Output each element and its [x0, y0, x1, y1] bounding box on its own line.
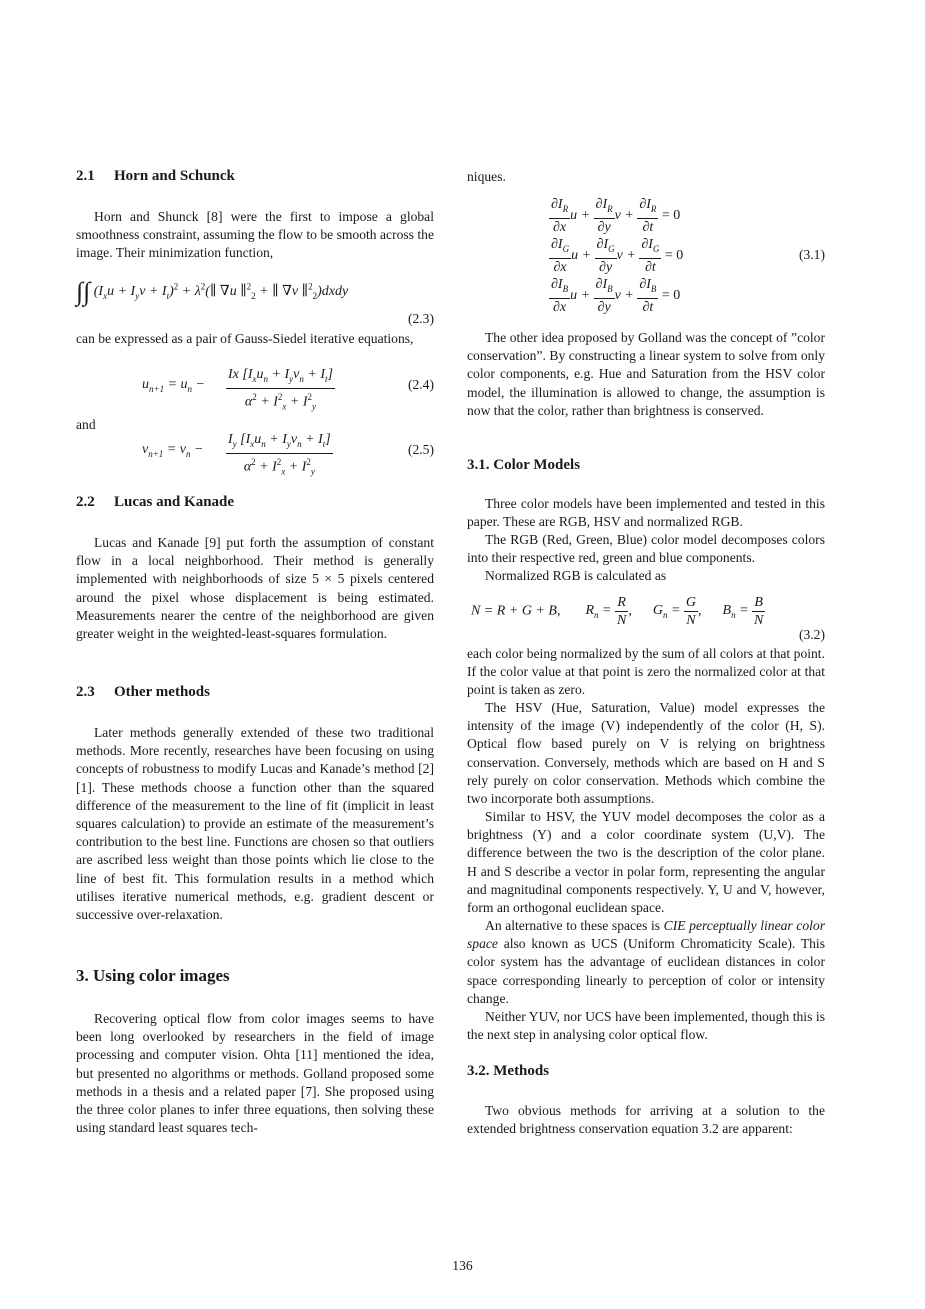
paragraph-color-conservation: The other idea proposed by Golland was the concept of ”color conservation”. By constructing a linear system to solve from only color components, e.g. Hue and Saturation from the HSV color model, the illumination is allowed to change, the assumption is now that the color, rather than brightness is conserved.: [467, 330, 825, 418]
paragraph-lucas-kanade: Lucas and Kanade [9] put forth the assumption of constant flow in a local neighborhood. Their method is generally implemented with neighborhoods of size 5 × 5 pixels centered around the pixel whose displacement is being estimated. Measurements nearer the centre of the neighborhood are given greater weight in the weighted-least-squares formulation.: [76, 535, 434, 642]
text-niques: niques.: [467, 169, 506, 184]
equation-3-2: N = R + G + B, $R_n$ = $\frac{R}{N}$ , $G_n$ = $\frac{G}{N}$ , $B_n$ = $\frac{B}{N}$: [471, 595, 764, 628]
paragraph-two-methods: Two obvious methods for arriving at a solution to the extended brightness conservation equation 3.2 are apparent:: [467, 1103, 825, 1137]
equation-number-3-1: (3.1): [798, 247, 825, 262]
paragraph-normalized-intro: Normalized RGB is calculated as: [485, 568, 667, 583]
paragraph-using-color: Recovering optical flow from color images seems to have been long overlooked by researchers in the field of image processing and computer vision. Ohta [11] mentioned the idea, but presented no algorithms or methods. Golland proposed some methods in a thesis and a related paper [7]. She proposed using the three color planes to infer three equations, then solving these using standard least squares tech-: [76, 1011, 434, 1136]
paragraph-yuv: Similar to HSV, the YUV model decomposes the color as a brightness (Y) and a color coordinate system (U,V). The difference between the two is the description of the color plane. H and S describe a vector in polar form, representing the angular and magnitudinal components respectively. Y, U and V, however, form an orthogonal euclidean space.: [467, 809, 825, 916]
section-heading-2-3: 2.3 Other methods: [76, 684, 210, 700]
section-heading-2-1: 2.1 Horn and Schunck: [76, 168, 235, 184]
equation-number-2-4: (2.4): [407, 377, 434, 392]
paragraph-gauss-siedel: can be expressed as a pair of Gauss-Siedel iterative equations,: [76, 331, 414, 346]
equation-number-2-5: (2.5): [407, 442, 434, 457]
paragraph-each-color: each color being normalized by the sum of all colors at that point. If the color value at that point is zero the normalized color at that point is taken as zero.: [467, 646, 825, 698]
equation-number-2-3: (2.3): [407, 311, 434, 326]
text-and: and: [76, 417, 96, 432]
paragraph-three-models: Three color models have been implemented and tested in this paper. These are RGB, HSV and normalized RGB.: [467, 496, 825, 530]
section-heading-3-2: 3.2. Methods: [467, 1063, 550, 1079]
section-heading-2-2: 2.2 Lucas and Kanade: [76, 494, 235, 510]
equation-number-3-2: (3.2): [798, 627, 825, 642]
paragraph-rgb: The RGB (Red, Green, Blue) color model decomposes colors into their respective red, green and blue components.: [467, 532, 825, 566]
page-number: 136: [452, 1258, 473, 1273]
equation-2-3: ∫∫ $(I_xu + I_yv + I_t)^2$ + $\lambda^2(\parallel$ ∇u ∥$^2_2$ + ∥ ∇v ∥$^2_2$)dxdy: [76, 277, 349, 306]
equation-2-5: $v_{n+1} = v_n$ − $I_y$ $[I_xu_n + I_yv_n + I_t]$ $\alpha^2 + I^2_x + I^2_y$ (2.5): [76, 431, 434, 471]
paragraph-other-methods: Later methods generally extended of these two traditional methods. More recently, researches have been focusing on using concepts of robustness to modify Lucas and Kanade’s method [2][1]. These methods choose a function other than the squared difference of the measurement to the line of fit (implicit in least squares calculation) to provide an estimate of the measurement’s contribution to the best line. Functions are chosen so that outliers are ascribed less weight than those points which lie close to the line of best fit. This formulation results in a method which utilises iterative numerical methods, e.g. gradient descent or successive over-relaxation.: [76, 725, 434, 923]
equation-2-4: $u_{n+1} = u_n$ − Ix $[I_xu_n + I_yv_n + I_t]$ $\alpha^2 + I^2_x + I^2_y$ (2.4): [76, 366, 434, 406]
paragraph-hsv: The HSV (Hue, Saturation, Value) model expresses the intensity of the image (V) independently of the color (H, S). Optical flow based purely on V is relying on brightness conservation. Conversely, methods which are based on H and S rely purely on color conservation. Methods which combine the two incorporate both assumptions.: [467, 700, 825, 807]
paragraph-horn-schunck: Horn and Shunck [8] were the first to impose a global smoothness constraint, assuming the flow to be smooth across the image. Their minimization function,: [76, 209, 434, 261]
paragraph-cie: An alternative to these spaces is CIE perceptually linear color space also known as UCS (Uniform Chromaticity Scale). This color system has the advantage of euclidean distances in color space corresponding linearly to perception of color or intensity change.: [467, 918, 825, 1006]
section-heading-3-1: 3.1. Color Models: [467, 457, 581, 473]
equation-3-1: $\frac{\partial I_R}{\partial x}$ u + $\frac{\partial I_R}{\partial y}$ v + $\frac{\partial I_R}{\partial t}$ = 0 $\frac{\partial I_G}{\partial x}$ u + $\frac{\partial I_G}{\partial y}$ v + $\frac{\partial I_G}{\partial t}$ = 0 $\frac{\partial I_B}{\partial x}$ u + $\frac{\partial I_B}{\partial y}$ v + $\frac{\partial I_B}{\partial t}$ = 0 (3.1): [551, 197, 825, 315]
paragraph-neither: Neither YUV, nor UCS have been implemented, though this is the next step in analysing color optical flow.: [467, 1009, 825, 1043]
section-heading-3: 3. Using color images: [76, 966, 230, 985]
